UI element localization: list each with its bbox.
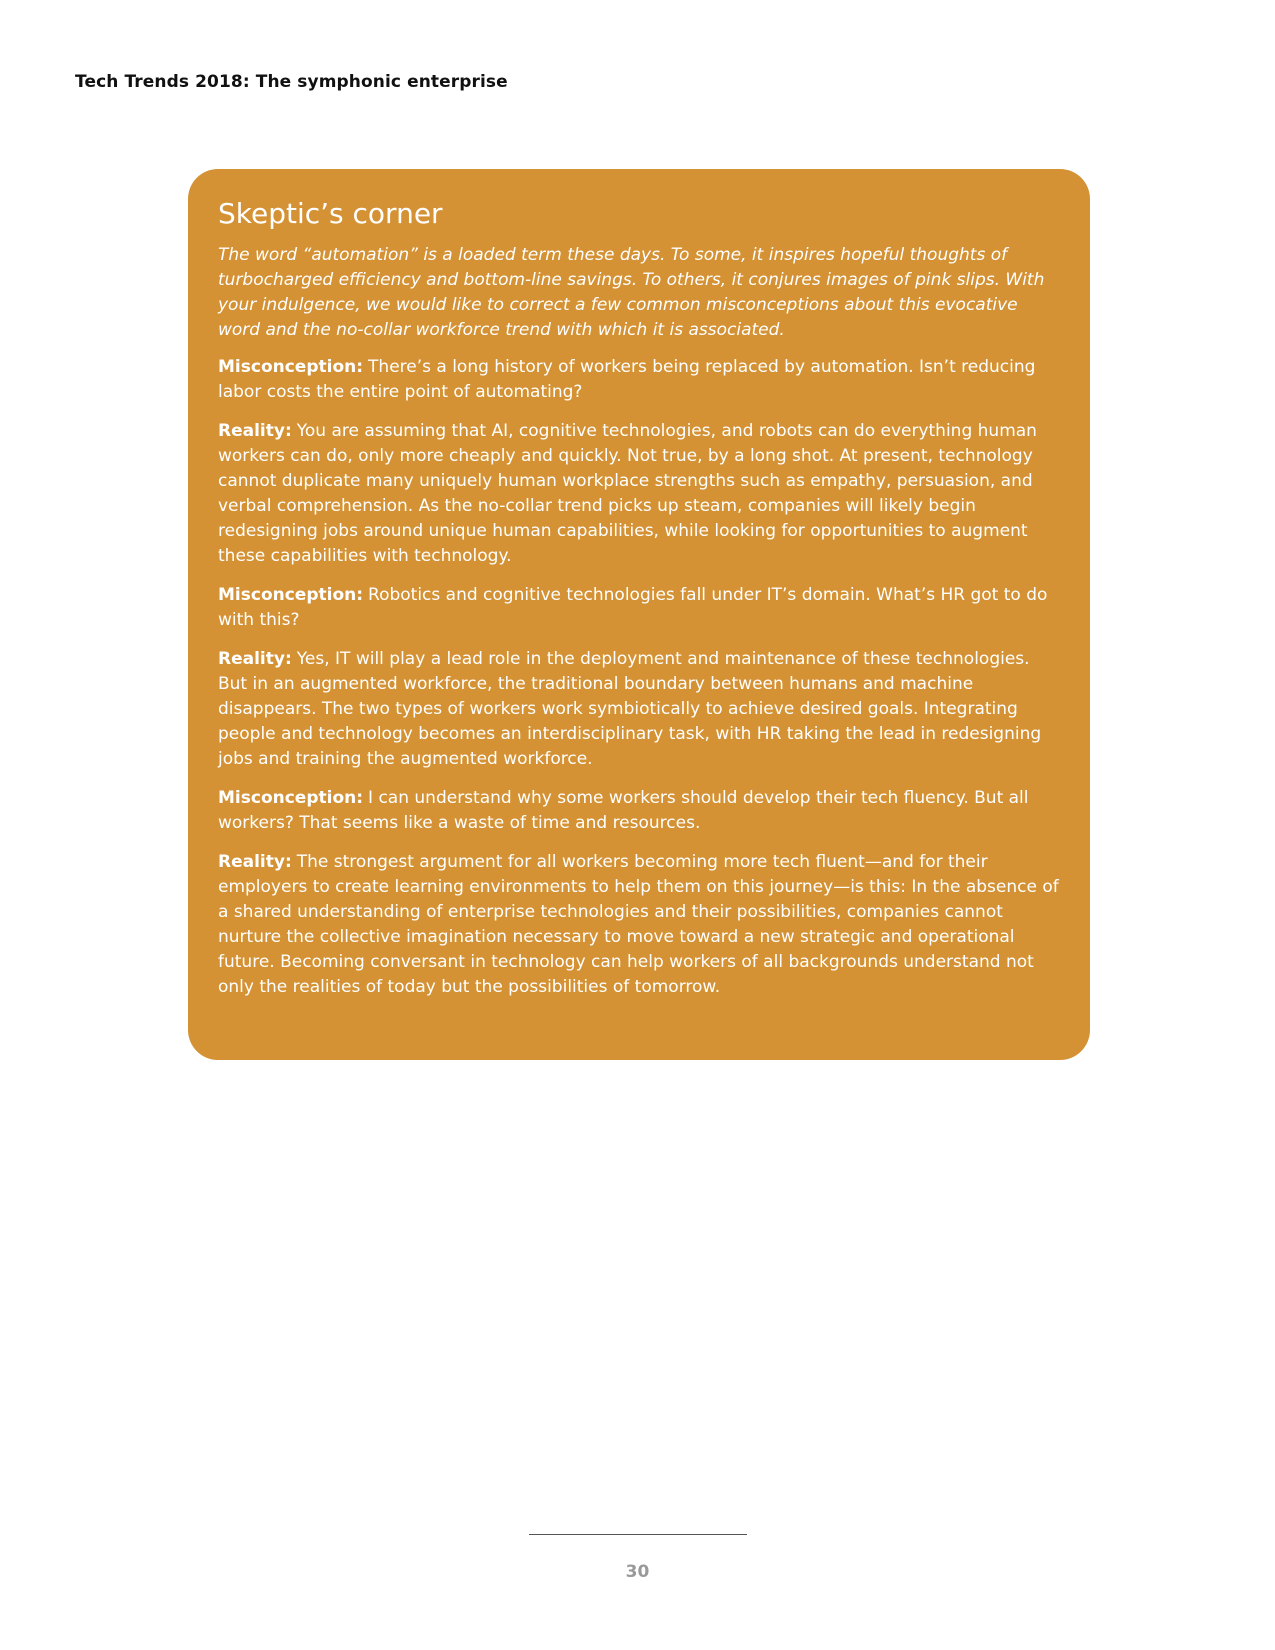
misconception-text: There’s a long history of workers being replaced by automation. Isn’t reducing labor costs the entire point of automating?	[218, 356, 1036, 402]
reality-text: The strongest argument for all workers becoming more tech fluent—and for their employers to create learning environments to help them on this journey—is this: In the absence of a shared understanding of enterprise technologies and their possibilities, companies cannot nurture the collective imagination necessary to move toward a new strategic and operational future. Becoming conversant in technology can help workers of all backgrounds understand not only the realities of today but the possibilities of tomorrow.	[218, 851, 1059, 997]
skeptics-corner-box	[188, 169, 1090, 1060]
reality-paragraph	[218, 850, 1064, 1000]
reality-label: Reality:	[218, 648, 292, 669]
intro-paragraph: The word “automation” is a loaded term these days. To some, it inspires hopeful thoughts of turbocharged efficiency and bottom-line savings. To others, it conjures images of pink slips. With your indulgence, we would like to correct a few common misconceptions about this evocative word and the no-collar workforce trend with which it is associated.	[218, 244, 1045, 340]
box-title: Skeptic’s corner	[218, 197, 443, 230]
misconception-label: Misconception:	[218, 584, 364, 605]
misconception-label: Misconception:	[218, 356, 364, 377]
reality-paragraph	[218, 419, 1064, 569]
reality-label: Reality:	[218, 851, 292, 872]
misconception-paragraph	[218, 355, 1064, 405]
misconception-paragraph	[218, 786, 1064, 836]
misconception-label: Misconception:	[218, 787, 364, 808]
reality-text: Yes, IT will play a lead role in the deployment and maintenance of these technologies. But in an augmented workforce, the traditional boundary between humans and machine disappears. The two types of workers work symbiotically to achieve desired goals. Integrating people and technology becomes an interdisciplinary task, with HR taking the lead in redesigning jobs and training the augmented workforce.	[218, 648, 1042, 769]
footer-divider	[529, 1534, 747, 1535]
page-number: 30	[625, 1562, 650, 1582]
reality-paragraph	[218, 647, 1064, 772]
misconception-paragraph	[218, 583, 1064, 633]
reality-label: Reality:	[218, 420, 292, 441]
misconception-text: I can understand why some workers should develop their tech fluency. But all workers? That seems like a waste of time and resources.	[218, 787, 1029, 833]
misconception-text: Robotics and cognitive technologies fall under IT’s domain. What’s HR got to do with this?	[218, 584, 1048, 630]
reality-text: You are assuming that AI, cognitive technologies, and robots can do everything human workers can do, only more cheaply and quickly. Not true, by a long shot. At present, technology cannot duplicate many uniquely human workplace strengths such as empathy, persuasion, and verbal comprehension. As the no-collar trend picks up steam, companies will likely begin redesigning jobs around unique human capabilities, while looking for opportunities to augment these capabilities with technology.	[218, 420, 1037, 566]
running-header-title: Tech Trends 2018: The symphonic enterprise	[75, 72, 508, 92]
